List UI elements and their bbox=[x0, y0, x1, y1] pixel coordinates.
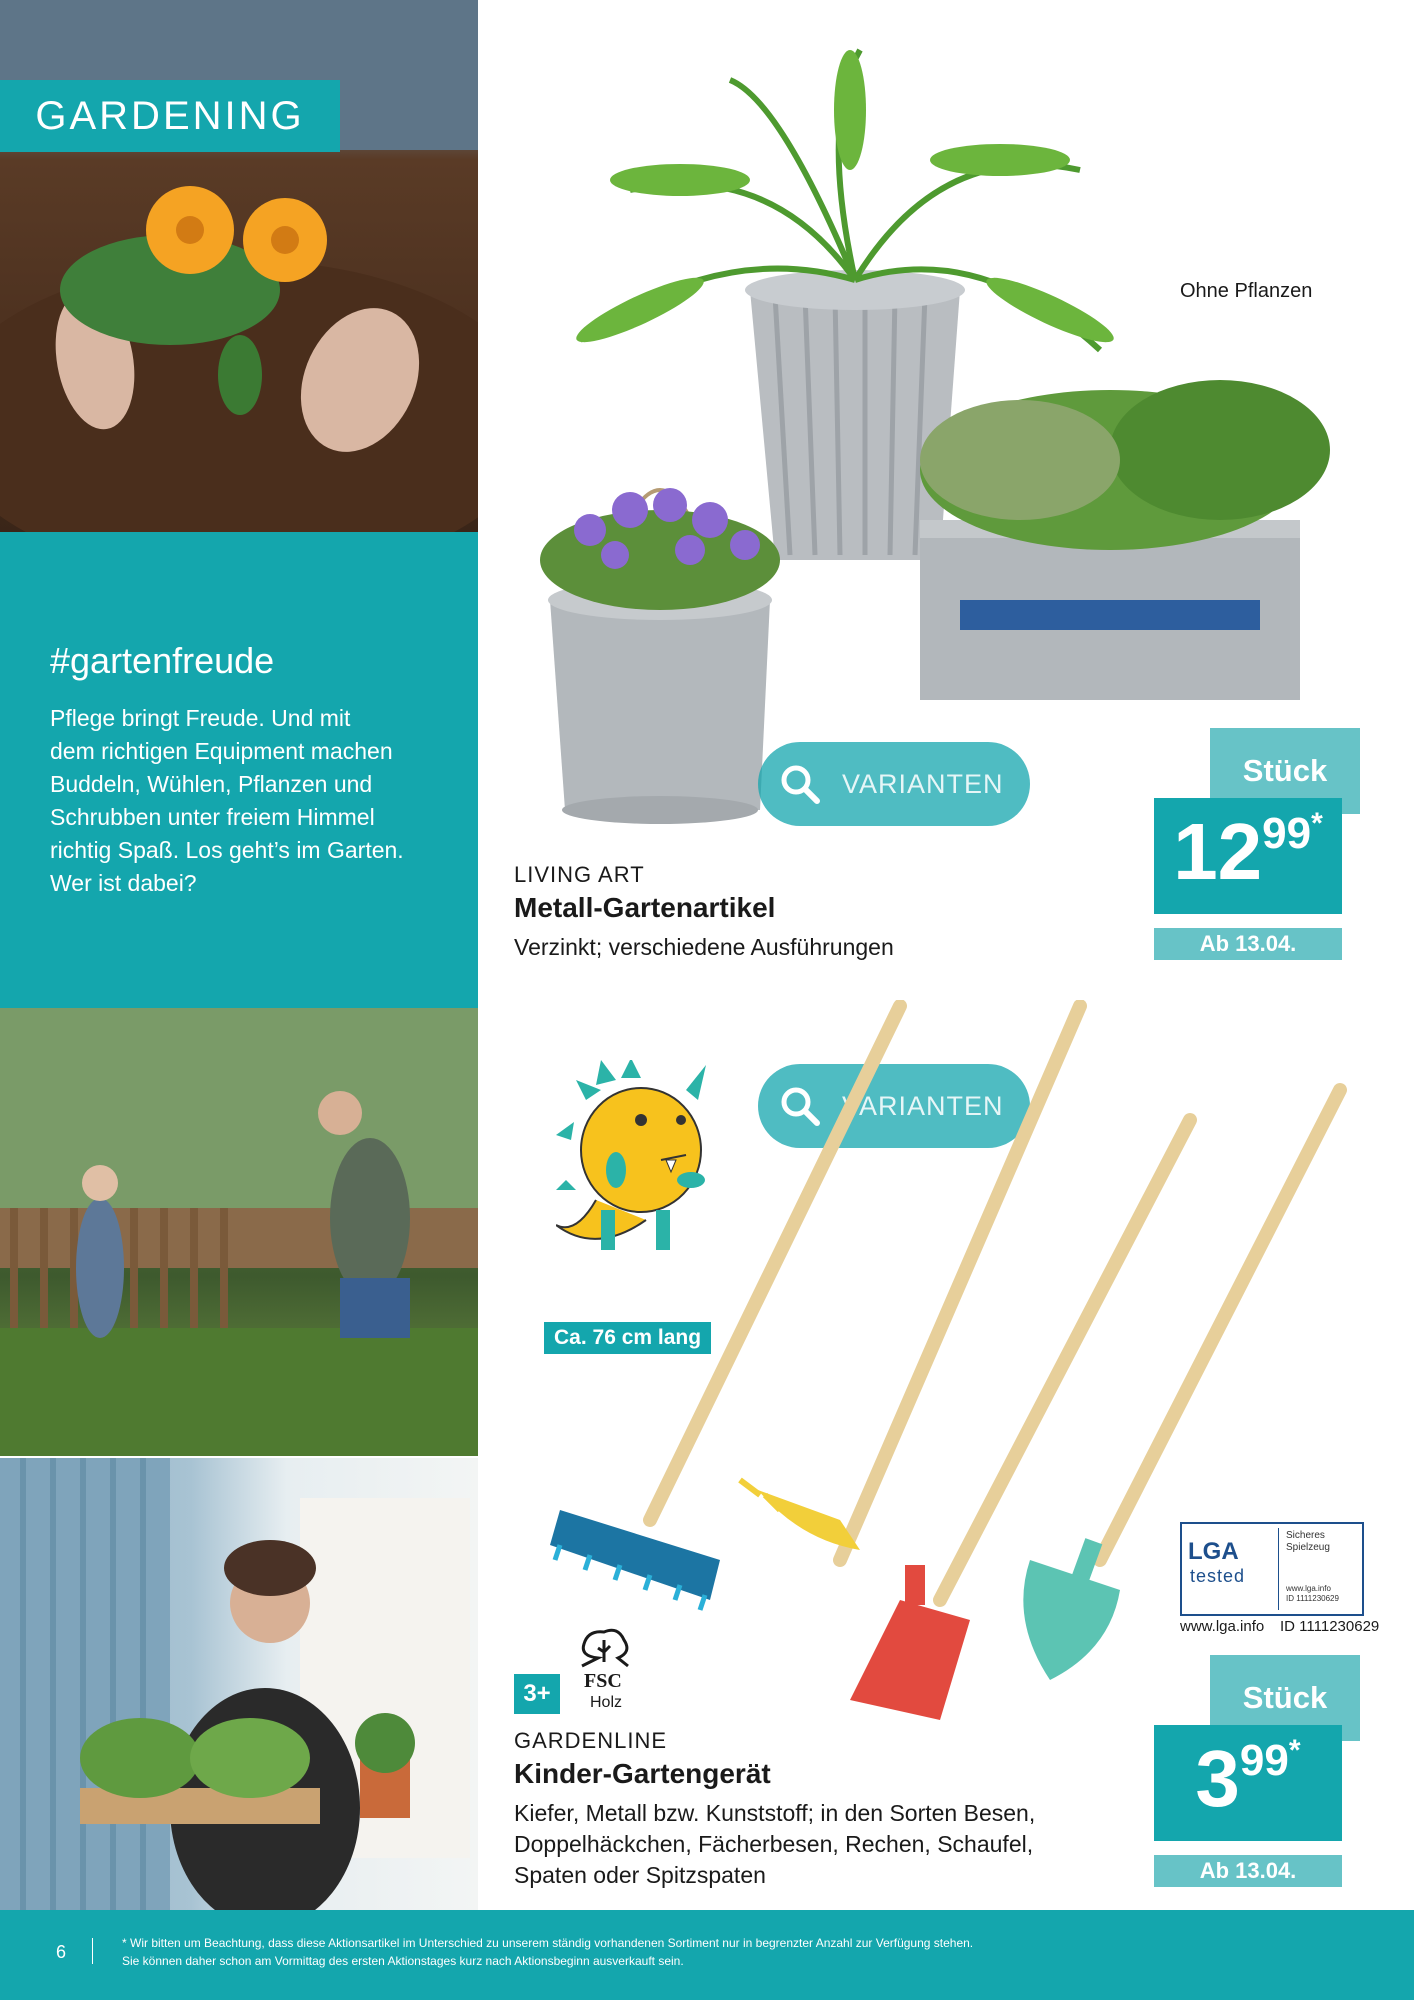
woman-seedlings-photo bbox=[0, 1458, 478, 1910]
intro-line: Buddeln, Wühlen, Pflanzen und bbox=[50, 771, 373, 797]
lga-url: www.lga.info bbox=[1180, 1618, 1265, 1635]
variants-label: VARIANTEN bbox=[842, 768, 1004, 799]
lga-logo: LGA bbox=[1188, 1538, 1239, 1565]
lga-id: ID 1111230629 bbox=[1280, 1618, 1380, 1635]
intro-line: Wer ist dabei? bbox=[50, 870, 197, 896]
lga-safe-line2: Spielzeug bbox=[1286, 1542, 1330, 1553]
description-line: Kiefer, Metall bzw. Kunststoff; in den Sorten Besen, bbox=[514, 1800, 1036, 1826]
product2-name: Kinder-Gartengerät bbox=[514, 1758, 771, 1789]
lga-tested-badge bbox=[1180, 1522, 1364, 1616]
product2-price bbox=[1154, 1725, 1342, 1841]
variants-button-product1[interactable] bbox=[758, 742, 1030, 826]
fsc-label: FSC bbox=[584, 1670, 622, 1692]
price-asterisk: * bbox=[1311, 807, 1323, 840]
disclaimer-line: * Wir bitten um Beachtung, dass diese Aktionsartikel im Unterschied zu unserem ständig vorhandenen Sortiment nur in begrenzter Anzahl zur Verfügung stehen. bbox=[122, 1936, 974, 1950]
intro-line: dem richtigen Equipment machen bbox=[50, 738, 393, 764]
product1-unit: Stück bbox=[1210, 728, 1360, 814]
search-icon bbox=[758, 742, 842, 826]
intro-line: Schrubben unter freiem Himmel bbox=[50, 804, 375, 830]
price-cents: 99 bbox=[1262, 809, 1312, 858]
variants-label: VARIANTEN bbox=[842, 1090, 1004, 1121]
price-main: 12 bbox=[1173, 807, 1263, 896]
description-line: Spaten oder Spitzspaten bbox=[514, 1862, 766, 1888]
footer-divider bbox=[92, 1938, 93, 1964]
product1-name: Metall-Gartenartikel bbox=[514, 892, 776, 923]
family-watering-illustration bbox=[0, 1008, 478, 1456]
disclaimer-line: Sie können daher schon am Vormittag des ersten Aktionstages kurz nach Aktionsbeginn ausverkauft sein. bbox=[122, 1954, 684, 1968]
lga-small-url: www.lga.info bbox=[1286, 1584, 1331, 1593]
product1-brand: LIVING ART bbox=[514, 862, 645, 887]
no-plants-note: Ohne Pflanzen bbox=[1180, 280, 1313, 302]
woman-seedlings-illustration bbox=[0, 1458, 478, 1910]
product2-brand: GARDENLINE bbox=[514, 1728, 668, 1753]
product1-date: Ab 13.04. bbox=[1154, 928, 1342, 960]
price-main: 3 bbox=[1195, 1734, 1240, 1823]
product2-unit: Stück bbox=[1210, 1655, 1360, 1741]
product1-description: Verzinkt; verschiedene Ausführungen bbox=[514, 934, 894, 960]
footer bbox=[0, 1910, 1414, 2000]
price-cents: 99 bbox=[1239, 1736, 1289, 1785]
metal-planters-image bbox=[520, 40, 1380, 840]
product2-date: Ab 13.04. bbox=[1154, 1855, 1342, 1887]
lga-tested-label: tested bbox=[1190, 1566, 1246, 1586]
description-line: Doppelhäckchen, Fächerbesen, Rechen, Schaufel, bbox=[514, 1831, 1034, 1857]
page-number: 6 bbox=[56, 1942, 67, 1962]
product2-description bbox=[514, 1798, 1154, 1891]
age-badge: 3+ bbox=[514, 1674, 560, 1714]
footer-disclaimer bbox=[122, 1934, 973, 1970]
intro-text bbox=[50, 702, 450, 900]
price-asterisk: * bbox=[1288, 1734, 1301, 1767]
intro-panel bbox=[0, 532, 478, 1008]
hashtag-title: #gartenfreude bbox=[50, 640, 275, 681]
product1-price bbox=[1154, 798, 1342, 914]
intro-line: Pflege bringt Freude. Und mit bbox=[50, 705, 351, 731]
garden-hose-photo bbox=[0, 1008, 478, 1456]
fsc-sub: Holz bbox=[590, 1694, 623, 1711]
lga-safe-line1: Sicheres bbox=[1286, 1530, 1325, 1541]
intro-line: richtig Spaß. Los geht’s im Garten. bbox=[50, 837, 404, 863]
length-badge: Ca. 76 cm lang bbox=[544, 1322, 711, 1354]
lga-small-id: ID 1111230629 bbox=[1286, 1594, 1339, 1603]
section-tag: GARDENING bbox=[0, 80, 340, 152]
fsc-tree-icon bbox=[574, 1622, 634, 1672]
